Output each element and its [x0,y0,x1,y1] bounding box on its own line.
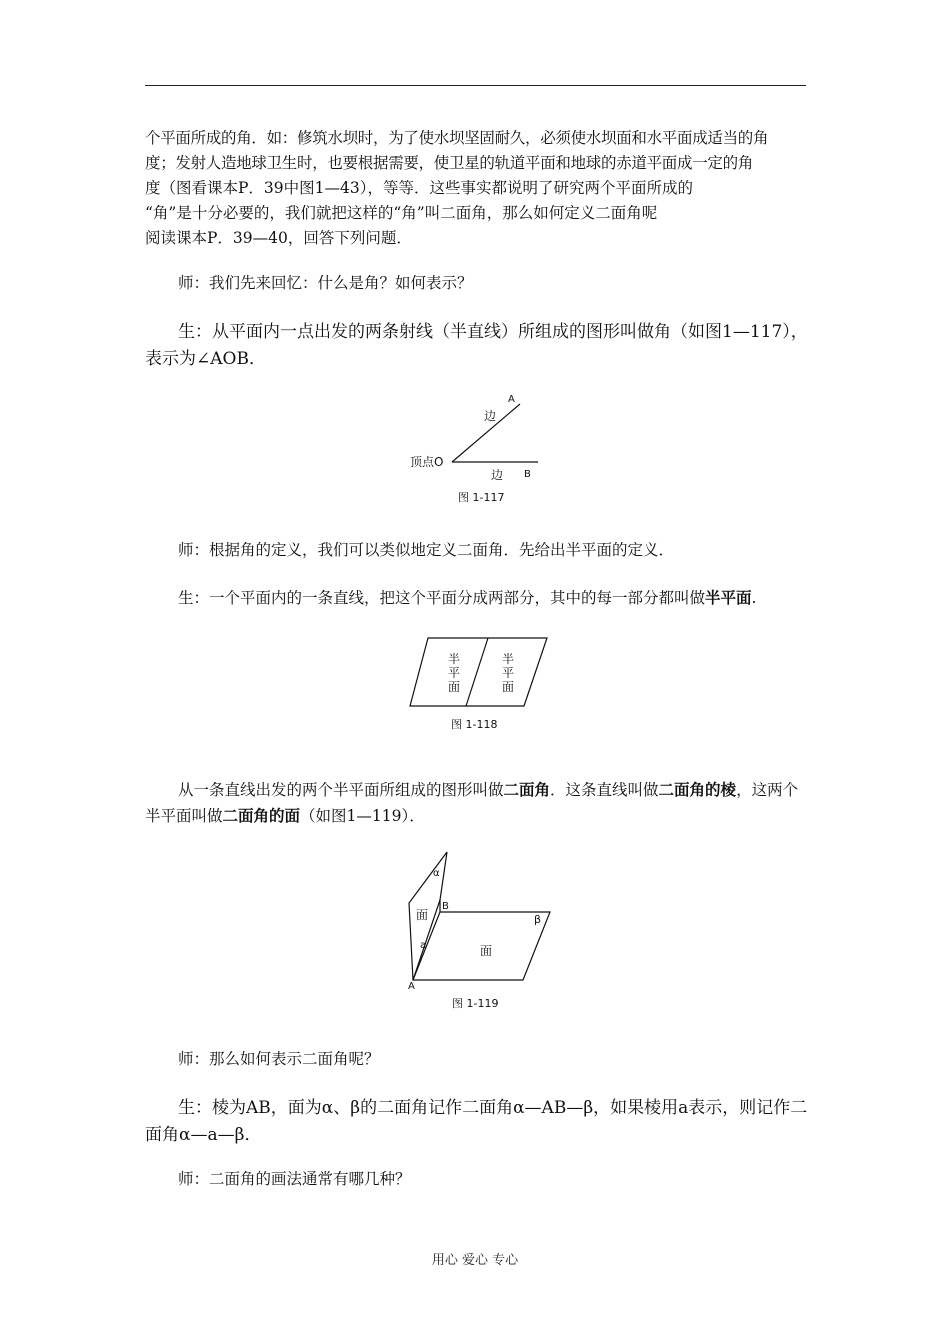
alpha-label: α [433,868,440,879]
point-b-label: B [524,469,531,480]
intro-line: 度（图看课本P．39中图1—43），等等．这些事实都说明了研究两个平面所成的 [145,179,693,197]
teacher-question-1: 师：我们先来回忆：什么是角？如何表示？ [178,274,473,292]
figure-caption: 图 1-118 [451,718,498,731]
page-footer: 用心 爱心 专心 [431,1253,519,1268]
term-half-plane: 半平面 [705,588,752,607]
half-plane-parallelogram [410,638,547,706]
intro-line: 阅读课本P．39—40，回答下列问题． [145,229,412,247]
figure-1-119 [400,845,560,1015]
beta-label: β [534,913,542,926]
definition-paragraph [145,777,810,829]
student-answer-2-text: 生：一个平面内的一条直线，把这个平面分成两部分，其中的每一部分都叫做 [178,589,706,607]
half-plane-label-right: 平 [502,666,515,680]
definition-text: （如图1—119）． [300,807,425,825]
intro-paragraph [145,126,810,251]
student-answer-2-end: . [751,589,757,607]
definition-text: ，这两个半平面叫做 [145,781,799,825]
term-dihedral-edge: 二面角的棱 [658,780,737,799]
student-answer-2 [145,585,810,611]
teacher-statement-2: 师：根据角的定义，我们可以类似地定义二面角．先给出半平面的定义． [178,541,675,559]
half-plane-label-right: 面 [502,680,515,694]
dividing-line [466,638,488,706]
face-label-left: 面 [416,908,429,922]
half-plane-label-left: 半 [448,652,461,666]
vertex-label: 顶点O [410,455,444,469]
definition-text: 从一条直线出发的两个半平面所组成的图形叫做 [178,781,504,799]
term-dihedral-face: 二面角的面 [222,806,301,825]
student-answer-3: 生：棱为AB，面为α、β的二面角记作二面角α—AB—β，如果棱用a表示，则记作二面角α—a—β． [145,1098,808,1145]
side-label-upper: 边 [484,409,497,423]
figure-1-118 [405,633,555,738]
intro-line: 个平面所成的角．如：修筑水坝时，为了使水坝坚固耐久，必须使水坝面和水平面成适当的角 [145,129,769,147]
teacher-question-3: 师：那么如何表示二面角呢？ [178,1050,380,1068]
figure-caption: 图 1-117 [458,491,505,504]
intro-line: “角”是十分必要的，我们就把这样的“角”叫二面角，那么如何定义二面角呢 [145,204,658,222]
teacher-question-4: 师：二面角的画法通常有哪几种？ [178,1170,411,1188]
side-label-lower: 边 [491,468,504,482]
student-answer-1: 生：从平面内一点出发的两条射线（半直线）所组成的图形叫做角（如图1—117），表示为∠AOB． [145,322,808,369]
face-label-right: 面 [480,944,493,958]
point-a-label: A [408,981,415,992]
intro-line: 度；发射人造地球卫生时，也要根据需要，使卫星的轨道平面和地球的赤道平面成一定的角 [145,154,754,172]
point-b-label: B [442,901,449,912]
figure-caption: 图 1-119 [452,997,499,1010]
half-plane-label-right: 半 [502,652,515,666]
figure-1-117 [400,388,560,513]
header-rule [145,85,806,86]
definition-text: ．这条直线叫做 [550,781,659,799]
half-plane-label-left: 面 [448,680,461,694]
term-dihedral-angle: 二面角 [503,780,551,799]
point-a-label: A [508,394,515,405]
half-plane-label-left: 平 [448,666,461,680]
edge-label: a [420,940,427,951]
